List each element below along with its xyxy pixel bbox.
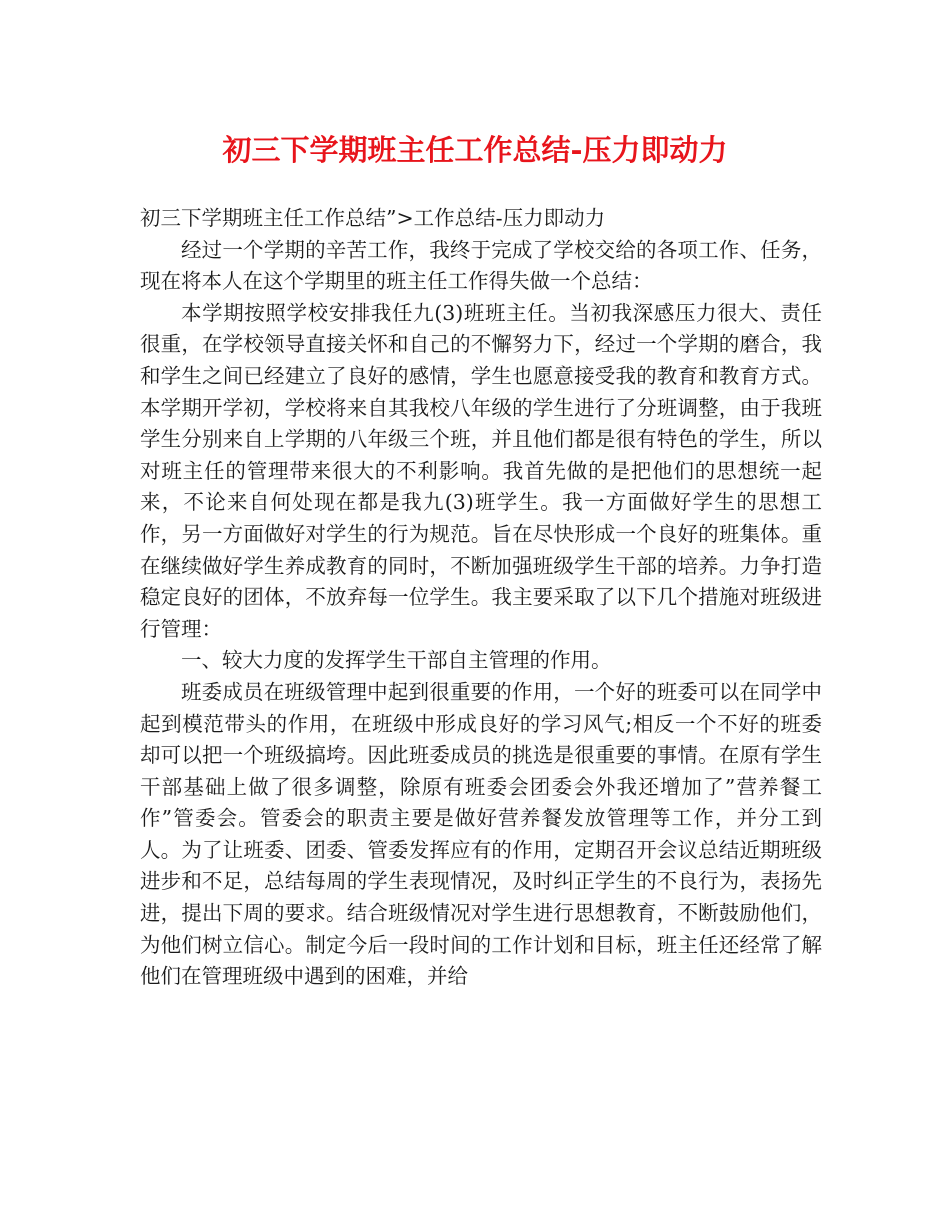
- paragraph: 班委成员在班级管理中起到很重要的作用，一个好的班委可以在同学中起到模范带头的作用，在班级中形成良好的学习风气;相反一个不好的班委却可以把一个班级搞垮。因此班委成员的挑选是很重要的事情。在原有学生干部基础上做了很多调整，除原有班委会团委会外我还增加了”营养餐工作”管委会。管委会的职责主要是做好营养餐发放管理等工作，并分工到人。为了让班委、团委、管委发挥应有的作用，定期召开会议总结近期班级进步和不足，总结每周的学生表现情况，及时纠正学生的不良行为，表扬先进，提出下周的要求。结合班级情况对学生进行思想教育，不断鼓励他们，为他们树立信心。制定今后一段时间的工作计划和目标，班主任还经常了解他们在管理班级中遇到的困难，并给: [140, 679, 822, 989]
- paragraph: 经过一个学期的辛苦工作，我终于完成了学校交给的各项工作、任务，现在将本人在这个学期里的班主任工作得失做一个总结：: [140, 237, 822, 294]
- document-title: 初三下学期班主任工作总结-压力即动力: [222, 133, 728, 167]
- section-heading: 一、较大力度的发挥学生干部自主管理的作用。: [181, 648, 612, 673]
- document-body: [140, 203, 822, 993]
- subtitle-line: 初三下学期班主任工作总结”>工作总结-压力即动力: [140, 206, 606, 230]
- paragraph: 本学期按照学校安排我任九(3)班班主任。当初我深感压力很大、责任很重，在学校领导直接关怀和自己的不懈努力下，经过一个学期的磨合，我和学生之间已经建立了良好的感情，学生也愿意接受我的教育和教育方式。本学期开学初，学校将来自其我校八年级的学生进行了分班调整，由于我班学生分别来自上学期的八年级三个班，并且他们都是很有特色的学生，所以对班主任的管理带来很大的不利影响。我首先做的是把他们的思想统一起来，不论来自何处现在都是我九(3)班学生。我一方面做好学生的思想工作，另一方面做好对学生的行为规范。旨在尽快形成一个良好的班集体。重在继续做好学生养成教育的同时，不断加强班级学生干部的培养。力争打造稳定良好的团体，不放弃每一位学生。我主要采取了以下几个措施对班级进行管理：: [140, 300, 822, 641]
